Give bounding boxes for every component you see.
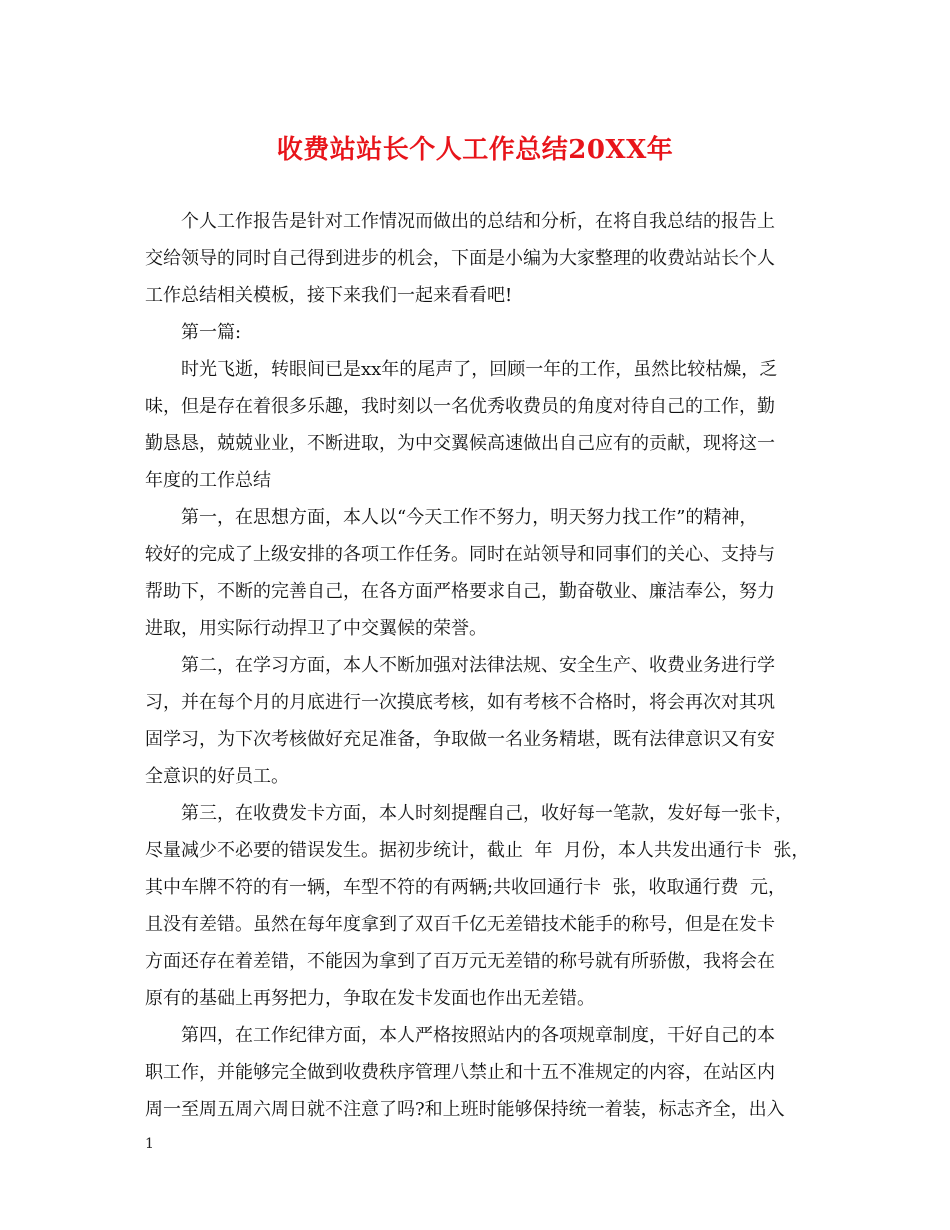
text-line: 第一，在思想方面，本人以“今天工作不努力，明天努力找工作”的精神，	[145, 507, 758, 528]
text-line: 习，并在每个月的月底进行一次摸底考核，如有考核不合格时，将会再次对其巩	[145, 692, 775, 713]
text-line: 尽量减少不必要的错误发生。据初步统计，截止 年 月份，本人共发出通行卡 张，	[145, 840, 810, 861]
text-line: 固学习，为下次考核做好充足准备，争取做一名业务精堪，既有法律意识又有安	[145, 729, 775, 750]
text-line: 第二，在学习方面，本人不断加强对法律法规、安全生产、收费业务进行学	[145, 655, 775, 676]
text-line: 交给领导的同时自己得到进步的机会，下面是小编为大家整理的收费站站长个人	[145, 248, 775, 269]
text-line: 其中车牌不符的有一辆，车型不符的有两辆;共收回通行卡 张，收取通行费 元，	[145, 877, 786, 898]
text-line: 职工作，并能够完全做到收费秩序管理八禁止和十五不准规定的内容，在站区内	[145, 1062, 775, 1083]
document-body	[145, 203, 810, 1128]
text-line: 较好的完成了上级安排的各项工作任务。同时在站领导和同事们的关心、支持与	[145, 544, 775, 565]
text-line: 原有的基础上再努把力，争取在发卡发面也作出无差错。	[145, 988, 595, 1009]
text-line: 第一篇:	[145, 322, 242, 343]
text-line: 勤恳恳，兢兢业业，不断进取，为中交翼候高速做出自己应有的贡献，现将这一	[145, 433, 775, 454]
text-line: 方面还存在着差错，不能因为拿到了百万元无差错的称号就有所骄傲，我将会在	[145, 951, 775, 972]
text-line: 进取，用实际行动捍卫了中交翼候的荣誉。	[145, 618, 487, 639]
text-line: 第四，在工作纪律方面，本人严格按照站内的各项规章制度，干好自己的本	[145, 1025, 775, 1046]
text-line: 年度的工作总结	[145, 470, 271, 491]
text-line: 帮助下，不断的完善自己，在各方面严格要求自己，勤奋敬业、廉洁奉公，努力	[145, 581, 775, 602]
text-line: 全意识的好员工。	[145, 766, 289, 787]
document-title: 收费站站长个人工作总结20XX年	[276, 135, 674, 165]
text-line: 工作总结相关模板，接下来我们一起来看看吧!	[145, 285, 513, 306]
text-line: 时光飞逝，转眼间已是xx年的尾声了，回顾一年的工作，虽然比较枯燥，乏	[145, 359, 778, 380]
text-line: 味，但是存在着很多乐趣，我时刻以一名优秀收费员的角度对待自己的工作，勤	[145, 396, 775, 417]
text-line: 且没有差错。虽然在每年度拿到了双百千亿无差错技术能手的称号，但是在发卡	[145, 914, 775, 935]
text-line: 第三，在收费发卡方面，本人时刻提醒自己，收好每一笔款，发好每一张卡，	[145, 803, 793, 824]
text-line: 周一至周五周六周日就不注意了吗?和上班时能够保持统一着装，标志齐全，出入	[145, 1099, 785, 1120]
page-number: 1	[145, 1136, 154, 1152]
text-line: 个人工作报告是针对工作情况而做出的总结和分析，在将自我总结的报告上	[145, 211, 775, 232]
